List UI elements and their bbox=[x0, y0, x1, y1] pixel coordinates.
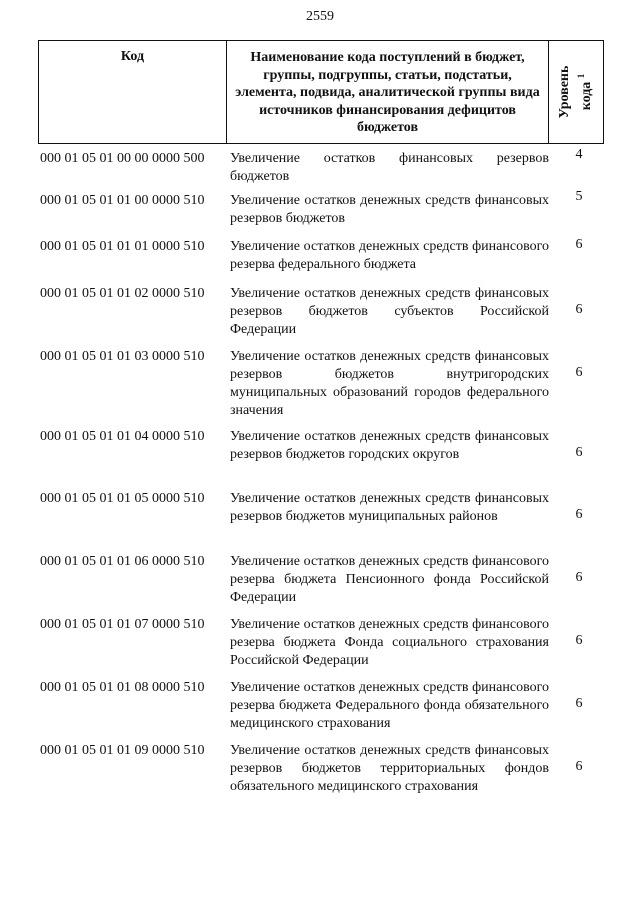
row-level: 4 bbox=[575, 147, 583, 162]
row-level: 6 bbox=[575, 237, 583, 252]
row-code: 000 01 05 01 01 06 0000 510 bbox=[40, 554, 205, 569]
row-code: 000 01 05 01 01 00 0000 510 bbox=[40, 193, 205, 208]
header-level-line1: Уровень bbox=[557, 65, 573, 119]
row-level: 6 bbox=[575, 445, 583, 460]
row-code: 000 01 05 01 01 05 0000 510 bbox=[40, 491, 205, 506]
row-name: Увеличение остатков финансовых резервов бюджетов bbox=[230, 151, 549, 184]
row-level: 5 bbox=[575, 189, 583, 204]
row-code: 000 01 05 01 01 04 0000 510 bbox=[40, 429, 205, 444]
row-name: Увеличение остатков денежных средств финансовых резервов бюджетов городских округов bbox=[230, 429, 549, 462]
page-number: 2559 bbox=[306, 9, 334, 24]
row-level: 6 bbox=[575, 507, 583, 522]
header-level-footnote: 1 bbox=[576, 73, 587, 79]
row-code: 000 01 05 01 00 00 0000 500 bbox=[40, 151, 205, 166]
row-level: 6 bbox=[575, 570, 583, 585]
row-name: Увеличение остатков денежных средств финансовых резервов бюджетов внутригородских муниципальных образований городов федерального значения bbox=[230, 349, 549, 418]
header-level-line2: кода bbox=[578, 81, 594, 111]
row-level: 6 bbox=[575, 633, 583, 648]
header-level bbox=[549, 41, 603, 143]
row-name: Увеличение остатков денежных средств финансового резерва бюджета Федерального фонда обязательного медицинского страхования bbox=[230, 680, 549, 731]
row-name: Увеличение остатков денежных средств финансовых резервов бюджетов территориальных фондов обязательного медицинского страхования bbox=[230, 743, 549, 794]
row-name: Увеличение остатков денежных средств финансового резерва федерального бюджета bbox=[230, 239, 549, 272]
header-level-label bbox=[557, 66, 595, 119]
row-level: 6 bbox=[575, 365, 583, 380]
row-code: 000 01 05 01 01 07 0000 510 bbox=[40, 617, 205, 632]
row-name: Увеличение остатков денежных средств финансовых резервов бюджетов bbox=[230, 193, 549, 226]
row-code: 000 01 05 01 01 02 0000 510 bbox=[40, 286, 205, 301]
header-name: Наименование кода поступлений в бюджет, группы, подгруппы, статьи, подстатьи, элемента, подвида, аналитической группы вида источников финансирования дефицитов бюджетов bbox=[227, 41, 549, 143]
row-code: 000 01 05 01 01 08 0000 510 bbox=[40, 680, 205, 695]
row-level: 6 bbox=[575, 696, 583, 711]
row-name: Увеличение остатков денежных средств финансовых резервов бюджетов субъектов Российской Федерации bbox=[230, 286, 549, 337]
table-header bbox=[38, 40, 604, 144]
row-level: 6 bbox=[575, 759, 583, 774]
row-name: Увеличение остатков денежных средств финансовых резервов бюджетов муниципальных районов bbox=[230, 491, 549, 524]
row-code: 000 01 05 01 01 09 0000 510 bbox=[40, 743, 205, 758]
row-name: Увеличение остатков денежных средств финансового резерва бюджета Фонда социального страхования Российской Федерации bbox=[230, 617, 549, 668]
row-code: 000 01 05 01 01 01 0000 510 bbox=[40, 239, 205, 254]
row-code: 000 01 05 01 01 03 0000 510 bbox=[40, 349, 205, 364]
header-code: Код bbox=[39, 41, 227, 143]
row-level: 6 bbox=[575, 302, 583, 317]
row-name: Увеличение остатков денежных средств финансового резерва бюджета Пенсионного фонда Российской Федерации bbox=[230, 554, 549, 605]
